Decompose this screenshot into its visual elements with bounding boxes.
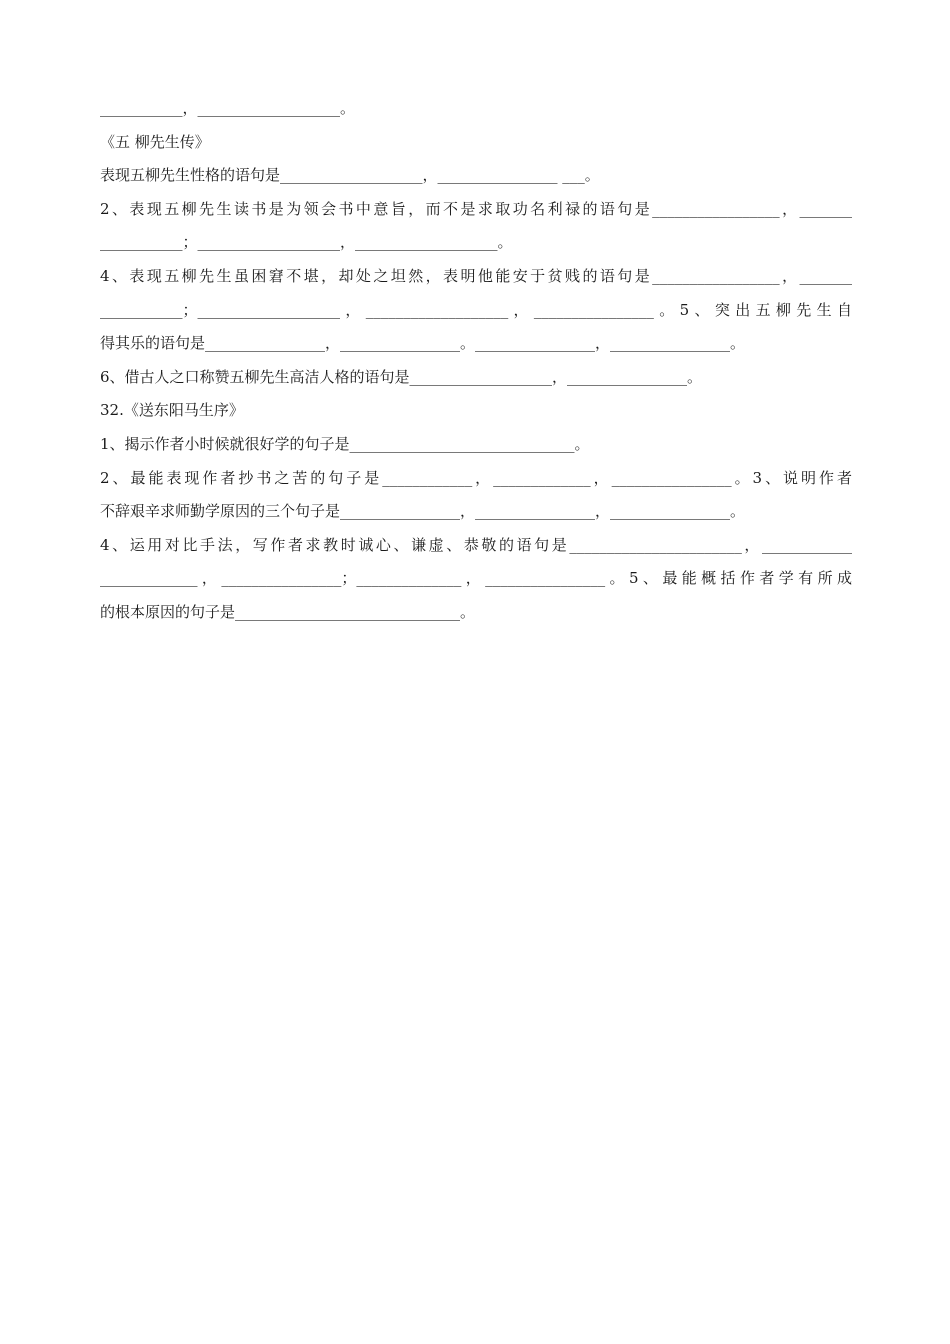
text-line-1: ___________，___________________。 bbox=[100, 99, 356, 117]
question-sdy-1: 1、揭示作者小时候就很好学的句子是______________________________。 bbox=[100, 434, 590, 453]
question-sdy-2: 2、最能表现作者抄书之苦的句子是____________，_____________，________________。3、说明作者 bbox=[100, 468, 852, 487]
question-sdy-3-cont: 不辞艰辛求师勤学原因的三个句子是________________，________________，________________。 bbox=[100, 502, 746, 521]
section-heading-wuliu: 《五 柳先生传》 bbox=[100, 132, 210, 151]
question-wuliu-4-cont: ___________；___________________，___________________，________________。5、突出五柳先生自 bbox=[100, 300, 852, 319]
question-wuliu-4: 4、表现五柳先生虽困窘不堪，却处之坦然，表明他能安于贫贱的语句是_________________，_______ bbox=[100, 266, 852, 285]
question-wuliu-5-cont: 得其乐的语句是________________，________________。________________，________________。 bbox=[100, 334, 746, 353]
question-wuliu-1: 表现五柳先生性格的语句是___________________，________________ ___。 bbox=[100, 166, 600, 185]
question-sdy-4: 4、运用对比手法，写作者求教时诚心、谦虚、恭敬的语句是_______________________，____________ bbox=[100, 535, 852, 554]
question-sdy-5-cont: 的根本原因的句子是______________________________。 bbox=[100, 602, 476, 621]
question-wuliu-6: 6、借古人之口称赞五柳先生高洁人格的语句是___________________，________________。 bbox=[100, 367, 703, 386]
section-heading-songdongyang: 32.《送东阳马生序》 bbox=[100, 401, 244, 420]
question-wuliu-2: 2、表现五柳先生读书是为领会书中意旨，而不是求取功名利禄的语句是_________________，_______ bbox=[100, 199, 852, 218]
question-wuliu-2-cont: ___________；___________________，___________________。 bbox=[100, 233, 513, 252]
question-sdy-4-cont: _____________，________________；______________，________________。5、最能概括作者学有所成 bbox=[100, 569, 852, 588]
worksheet-page bbox=[100, 92, 852, 630]
